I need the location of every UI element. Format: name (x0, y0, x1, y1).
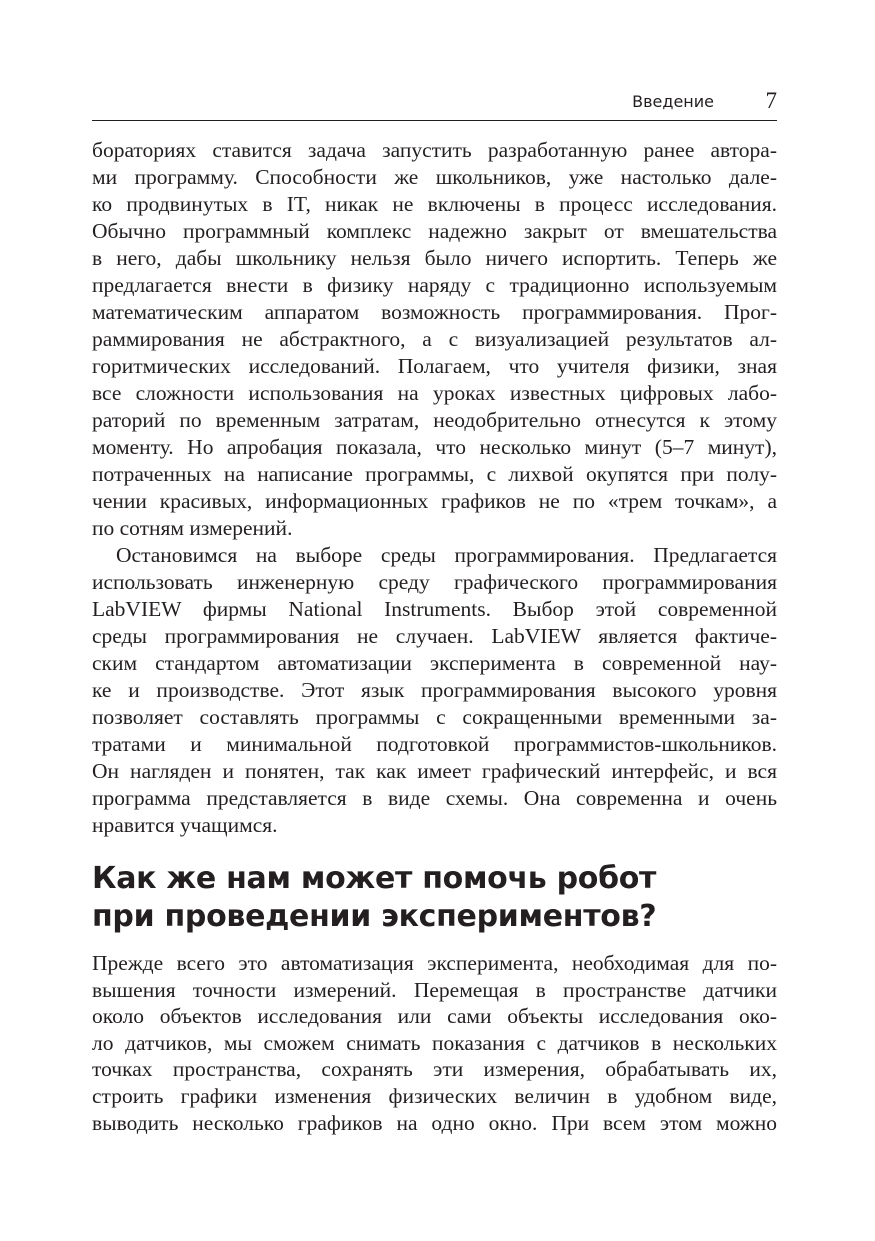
text-line: точках пространства, сохранять эти измерения, обрабатывать их, (92, 1057, 777, 1082)
text-line: по сотням измерений. (92, 516, 293, 540)
text-line: Остановимся на выборе среды программирования. Предлагается (116, 543, 777, 567)
section-heading (92, 860, 792, 936)
text-line: использовать инженерную среду графического программирования (92, 570, 777, 594)
text-line: Он нагляден и понятен, так как имеет графический интерфейс, и вся (92, 759, 777, 783)
text-line: все сложности использования на уроках известных цифровых лабо- (92, 381, 777, 405)
text-line: позволяет составлять программы с сокращенными временными за- (92, 705, 777, 729)
paragraph (92, 542, 777, 839)
text-line: Обычно программный комплекс надежно закрыт от вмешательства (92, 219, 777, 243)
text-line: предлагается внести в физику наряду с традиционно используемым (92, 273, 777, 297)
text-line: раммирования не абстрактного, а с визуализацией результатов ал- (92, 327, 777, 351)
text-line: горитмических исследований. Полагаем, что учителя физики, зная (92, 354, 777, 378)
text-line: около объектов исследования или сами объекты исследования око- (92, 1004, 777, 1029)
text-line: бораториях ставится задача запустить разработанную ранее автора- (92, 138, 777, 162)
text-line: ским стандартом автоматизации эксперимента в современной нау- (92, 651, 777, 675)
text-line: в него, дабы школьнику нельзя было ничего испортить. Теперь же (92, 246, 777, 270)
text-line: нравится учащимся. (92, 813, 278, 837)
header-rule (92, 120, 777, 121)
section-title: Введение (632, 92, 714, 111)
text-line: выводить несколько графиков на одно окно. При всем этом можно (92, 1110, 777, 1135)
text-line: среды программирования не случаен. LabVIEW является фактиче- (92, 624, 777, 648)
text-line: потраченных на написание программы, с лихвой окупятся при полу- (92, 462, 777, 486)
text-line: математическим аппаратом возможность программирования. Прог- (92, 300, 777, 324)
text-line: LabVIEW фирмы National Instruments. Выбор этой современной (92, 597, 777, 621)
text-line: Прежде всего это автоматизация эксперимента, необходимая для по- (92, 951, 777, 975)
heading-line: Как же нам может помочь робот (92, 861, 657, 896)
text-line: тратами и минимальной подготовкой программистов-школьников. (92, 732, 777, 756)
text-line: ке и производстве. Этот язык программирования высокого уровня (92, 678, 777, 702)
paragraph (92, 950, 777, 1136)
text-line: программа представляется в виде схемы. Она современна и очень (92, 786, 777, 810)
text-line: раторий по временным затратам, неодобрительно отнесутся к этому (92, 408, 777, 432)
paragraph (92, 137, 777, 542)
text-line: чении красивых, информационных графиков не по «трем точкам», а (92, 489, 777, 513)
page-number: 7 (765, 88, 777, 113)
text-line: ло датчиков, мы сможем снимать показания с датчиков в нескольких (92, 1030, 777, 1055)
text-line: ми программу. Способности же школьников, уже настолько дале- (92, 165, 777, 189)
text-line: строить графики изменения физических величин в удобном виде, (92, 1083, 777, 1108)
body-text-bottom (92, 950, 777, 1136)
body-text-top (92, 137, 777, 839)
text-line: вышения точности измерений. Перемещая в пространстве датчики (92, 977, 777, 1002)
heading-line: при проведении экспериментов? (92, 899, 657, 934)
text-line: ко продвинутых в IT, никак не включены в процесс исследования. (92, 192, 777, 216)
text-line: моменту. Но апробация показала, что несколько минут (5–7 минут), (92, 435, 777, 459)
